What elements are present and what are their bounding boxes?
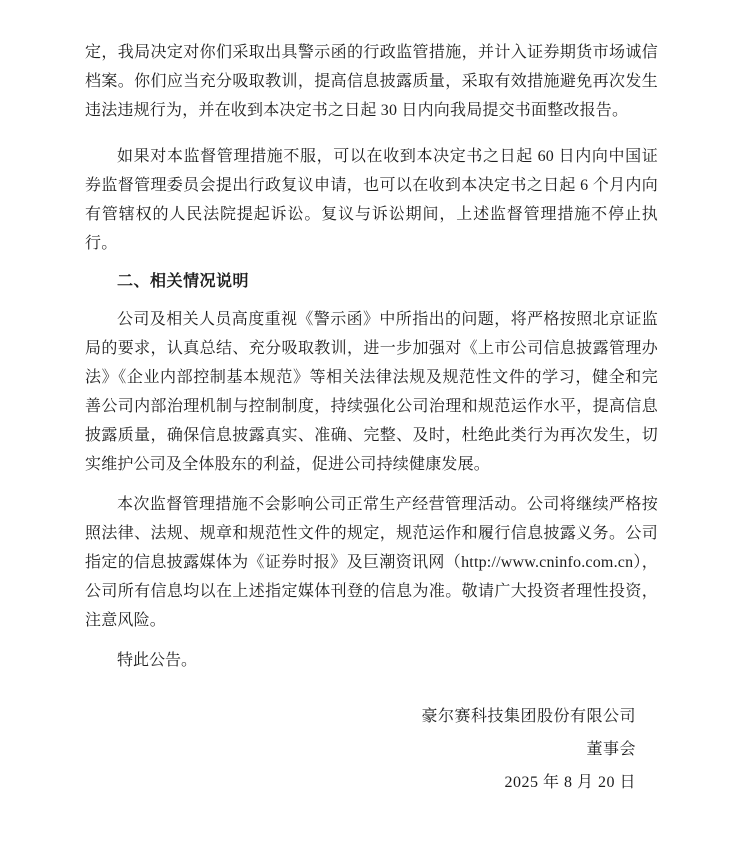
paragraph-disclosure-media: 本次监督管理措施不会影响公司正常生产经营管理活动。公司将继续严格按照法律、法规、规章和规范性文件的规定，规范运作和履行信息披露义务。公司指定的信息披露媒体为《证券时报》及巨潮资讯网（http://www.cninfo.com.cn），公司所有信息均以在上述指定媒体刊登的信息为准。敬请广大投资者理性投资，注意风险。 <box>85 496 658 629</box>
signature-board: 董事会 <box>586 741 636 758</box>
signature-company-name: 豪尔赛科技集团股份有限公司 <box>421 708 636 725</box>
signature-block <box>85 700 658 799</box>
signature-date: 2025 年 8 月 20 日 <box>504 774 636 791</box>
paragraph-company-response: 公司及相关人员高度重视《警示函》中所指出的问题，将严格按照北京证监局的要求，认真总结、充分吸取教训，进一步加强对《上市公司信息披露管理办法》《企业内部控制基本规范》等相关法律法规及规范性文件的学习，健全和完善公司内部治理机制与控制制度，持续强化公司治理和规范运作水平，提高信息披露质量，确保信息披露真实、准确、完整、及时，杜绝此类行为再次发生，切实维护公司及全体股东的利益，促进公司持续健康发展。 <box>85 311 658 473</box>
closing-statement: 特此公告。 <box>117 652 198 669</box>
section-heading-related-情况: 二、相关情况说明 <box>117 273 250 290</box>
paragraph-appeal-rights: 如果对本监督管理措施不服，可以在收到本决定书之日起 60 日内向中国证券监督管理委员会提出行政复议申请，也可以在收到本决定书之日起 6 个月内向有管辖权的人民法院提起诉讼。复议与诉讼期间，上述监督管理措施不停止执行。 <box>85 148 658 252</box>
paragraph-regulatory-measure-continuation: 定，我局决定对你们采取出具警示函的行政监管措施，并计入证券期货市场诚信档案。你们应当充分吸取教训，提高信息披露质量，采取有效措施避免再次发生违法违规行为，并在收到本决定书之日起 30 日内向我局提交书面整改报告。 <box>85 44 658 119</box>
